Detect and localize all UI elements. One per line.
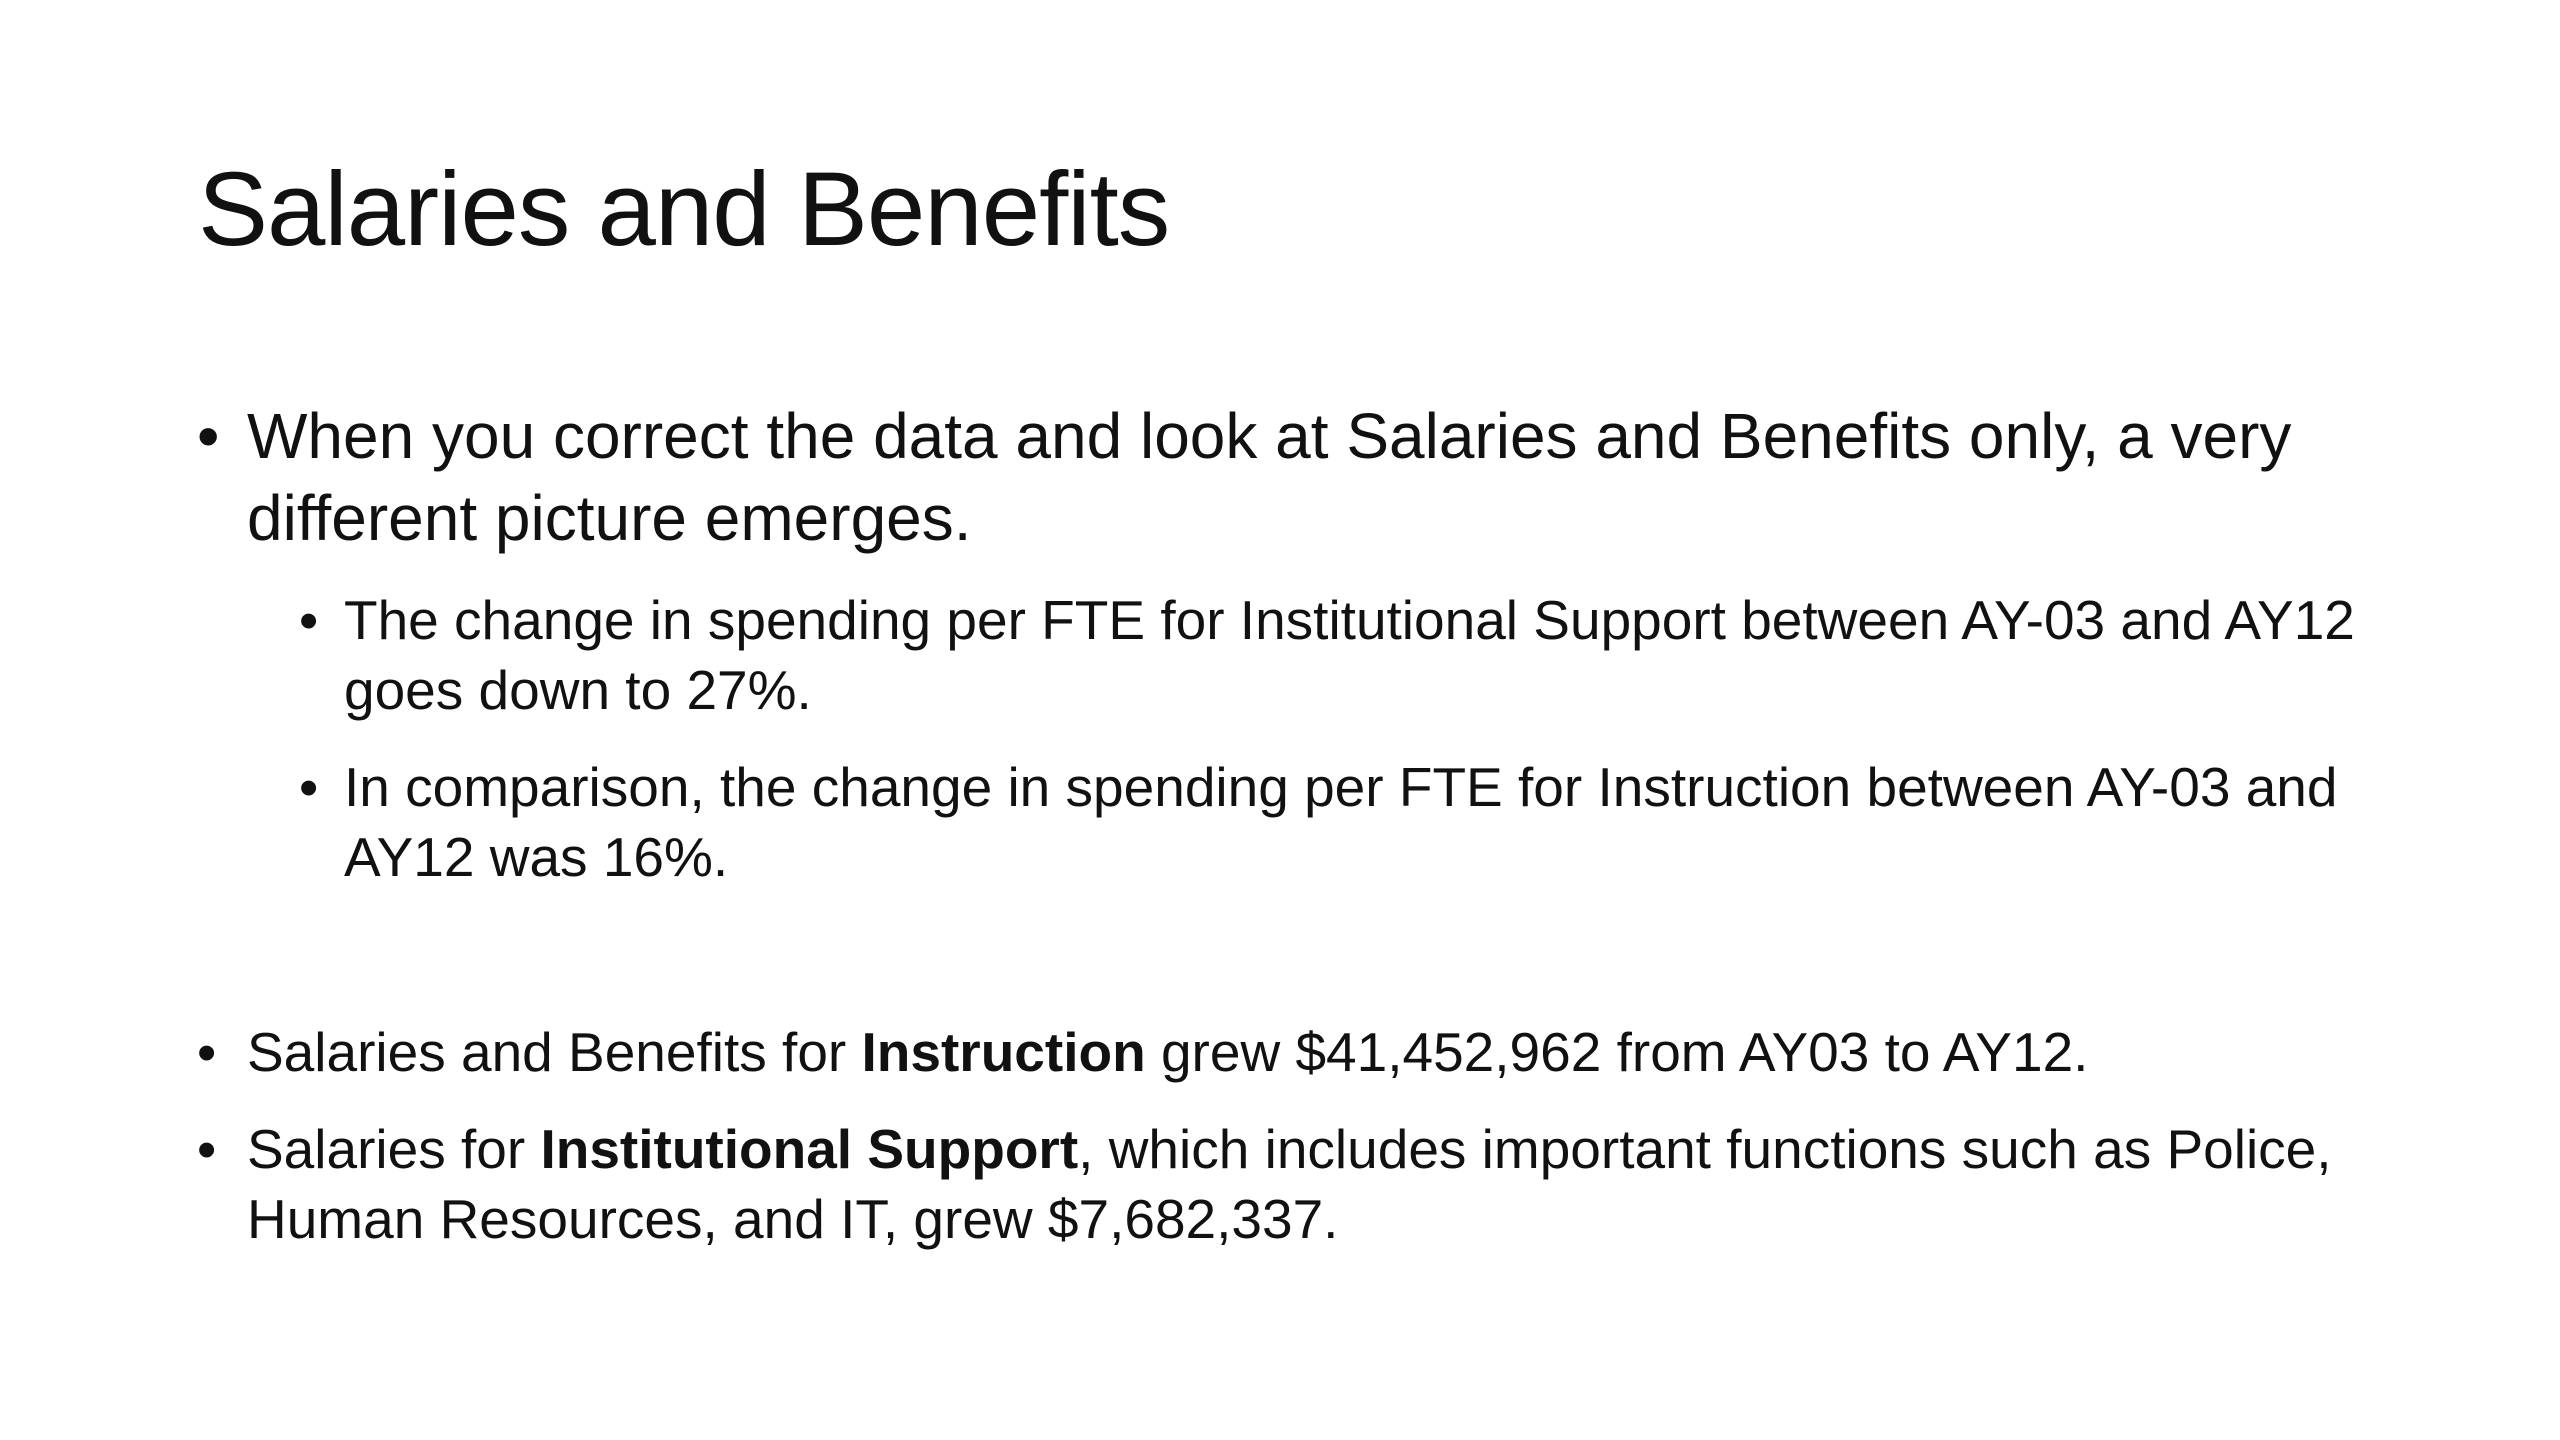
bullet-text-after: , which includes important functions such as Police, Human Resources, and IT, grew $7,682,337. xyxy=(247,1118,2332,1250)
bullet-dot: • xyxy=(299,589,319,651)
bullet-text: The change in spending per FTE for Institutional Support between AY-03 and AY12 goes down to 27%. xyxy=(344,589,2355,721)
sub-bullet-item xyxy=(299,752,2444,892)
bullet-dot: • xyxy=(299,756,319,818)
bullet-bold-term: Instruction xyxy=(861,1021,1146,1083)
bullet-bold-term: Institutional Support xyxy=(540,1118,1079,1180)
bullet-text-before: Salaries and Benefits for xyxy=(247,1021,862,1083)
bullet-dot: • xyxy=(197,1118,217,1180)
bullet-dot: • xyxy=(197,1021,217,1083)
bullet-dot: • xyxy=(197,400,220,472)
bullet-item xyxy=(197,1017,2447,1087)
bullet-text: In comparison, the change in spending per FTE for Instruction between AY-03 and AY12 was 16%. xyxy=(344,756,2338,888)
bullet-item xyxy=(197,395,2347,559)
bullet-text-before: Salaries for xyxy=(247,1118,541,1180)
sub-bullet-item xyxy=(299,585,2394,725)
bullet-text: When you correct the data and look at Salaries and Benefits only, a very different picture emerges. xyxy=(247,400,2292,554)
slide-title: Salaries and Benefits xyxy=(198,151,1170,268)
bullet-text-after: grew $41,452,962 from AY03 to AY12. xyxy=(1145,1021,2089,1083)
bullet-item xyxy=(197,1114,2347,1254)
